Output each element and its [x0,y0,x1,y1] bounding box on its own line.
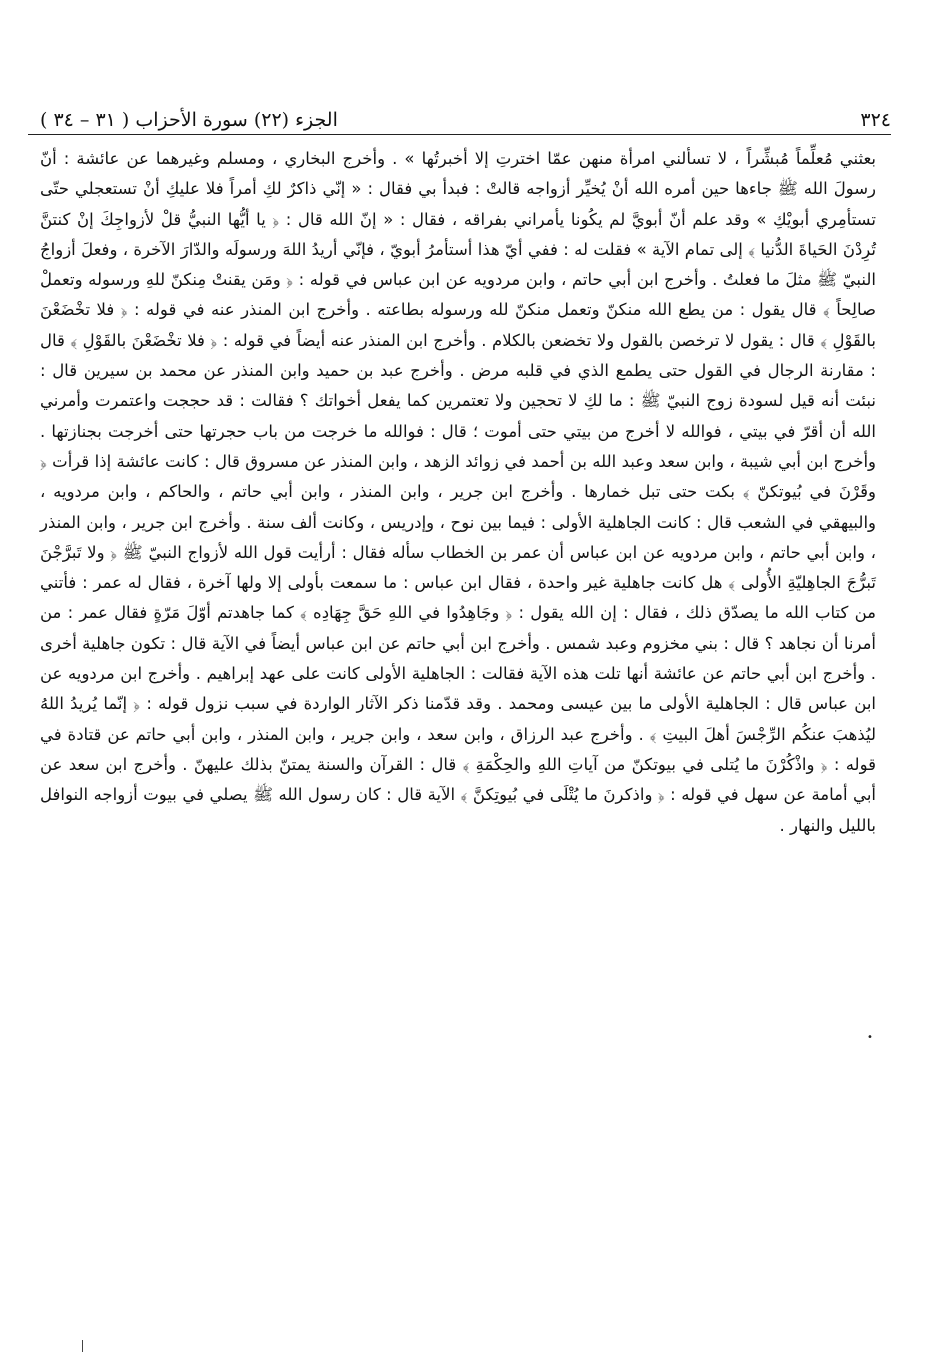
header-divider [28,134,891,135]
page-header [40,100,891,132]
page-number: ٣٢٤ [860,109,891,131]
scan-mark [82,1340,83,1352]
running-title: الجزء (٢٢) سورة الأحزاب ( ٣١ – ٣٤ ) [40,109,338,131]
margin-bullet-icon: • [867,1032,873,1043]
body-paragraph: بعثني مُعلِّماً مُبشِّراً ، لا تسألني امرأة منهن عمّا اخترتِ إلا أخبرتُها » . وأخرج البخاري ، ومسلم وغيرهما عن عائشة : أنّ رسولَ الله ﷺ جاءها حين أمره الله أنْ يُخيِّر أزواجه قالتْ : فبدأ بي فقال : « إنّي ذاكرٌ لكِ أمراً فلا عليكِ أنْ تستعجلي حتّى تستأمِري أبويْكِ » وقد علم أنّ أبويَّ لم يكُونا يأمراني بفراقه ، فقال : « إنّ الله قال : ﴿ يا أيُّها النبيُّ قلْ لأزواجِكَ إنْ كنتنَّ تُرِدْنَ الحَياةَ الدُّنيا ﴾ إلى تمام الآية » فقلت له : ففي أيّ هذا أستأمرُ أبويّ ، فإنّي أريدُ اللهَ ورسولَه والدّارَ الآخرة ، وفعلَ أزواجُ النبيّ ﷺ مثلَ ما فعلتُ . وأخرج ابن أبي حاتم ، وابن مردويه عن ابن عباس في قوله : ﴿ ومَن يقنتْ مِنكنّ للهِ ورسوله وتعملْ صالِحاً ﴾ قال يقول : من يطع الله منكنّ وتعمل منكنّ لله ورسوله بطاعته . وأخرج ابن المنذر عنه في قوله : ﴿ فلا تخْضَعْنَ بالقَوْلِ ﴾ قال : يقول لا ترخصن بالقول ولا تخضعن بالكلام . وأخرج ابن المنذر عنه أيضاً في قوله : ﴿ فلا تخْضَعْنَ بالقَوْلِ ﴾ قال : مقارنة الرجال في القول حتى يطمع الذي في قلبه مرض . وأخرج عبد بن حميد وابن المنذر عن محمد بن سيرين قال : نبئت أنه قيل لسودة زوج النبيّ ﷺ : ما لكِ لا تحجين ولا تعتمرين كما يفعل أخواتك ؟ فقالت : قد حججت واعتمرت وأمرني الله أن أقرّ في بيتي ، فوالله لا أخرج من بيتي حتى أموت ؛ قال : فوالله ما خرجت من باب حجرتها حتى أخرجت بجنازتها . وأخرج ابن أبي شيبة ، وابن سعد وعبد الله بن أحمد في زوائد الزهد ، وابن المنذر عن مسروق قال : كانت عائشة إذا قرأت ﴿ وقَرْنَ في بُيوتكنّ ﴾ بكت حتى تبل خمارها . وأخرج ابن جرير ، وابن المنذر ، وابن أبي حاتم ، والحاكم ، وابن مردويه ، والبيهقي في الشعب قال : كانت الجاهلية الأولى : فيما بين نوح ، وإدريس ، وكانت ألف سنة . وأخرج ابن جرير ، وابن المنذر ، وابن أبي حاتم ، وابن مردويه عن ابن عباس أن عمر بن الخطاب سأله فقال : أرأيت قول الله لأزواج النبيّ ﷺ ﴿ ولا تَبرَّجْنَ تَبرُّجَ الجاهِليّةِ الأُولى ﴾ هل كانت جاهلية غير واحدة ، فقال ابن عباس : ما سمعت بأولى إلا ولها آخرة ، فقال له عمر : فأتني من كتاب الله ما يصدّق ذلك ، فقال : إن الله يقول : ﴿ وجَاهِدُوا في اللهِ حَقَّ جِهَادِه ﴾ كما جاهدتم أوّلَ مَرّةٍ فقال عمر : من أمرنا أن نجاهد ؟ قال : بني مخزوم وعبد شمس . وأخرج ابن أبي حاتم عن ابن عباس أيضاً في الآية قال : تكون جاهلية أخرى . وأخرج ابن أبي حاتم عن عائشة أنها تلت هذه الآية فقالت : الجاهلية الأولى كانت على عهد إبراهيم . وأخرج ابن مردويه عن ابن عباس قال : الجاهلية الأولى ما بين عيسى ومحمد . وقد قدّمنا ذكر الآثار الواردة في سبب نزول قوله : ﴿ إنّما يُريدُ اللهُ ليُذهبَ عنكُم الرِّجْسَ أهلَ البيتِ ﴾ . وأخرج عبد الرزاق ، وابن سعد ، وابن جرير ، وابن المنذر ، وابن أبي حاتم عن قتادة في قوله : ﴿ واذْكُرْنَ ما يُتلى في بيوتكنّ من آياتِ اللهِ والحِكْمَةِ ﴾ قال : القرآن والسنة يمتنّ بذلك عليهنّ . وأخرج ابن سعد عن أبي أمامة عن سهل في قوله : ﴿ واذكرنَ ما يُتْلَى في بُيوتِكنَّ ﴾ الآية قال : كان رسول الله ﷺ يصلي في بيوت أزواجه النوافل بالليل والنهار . [40,149,876,835]
